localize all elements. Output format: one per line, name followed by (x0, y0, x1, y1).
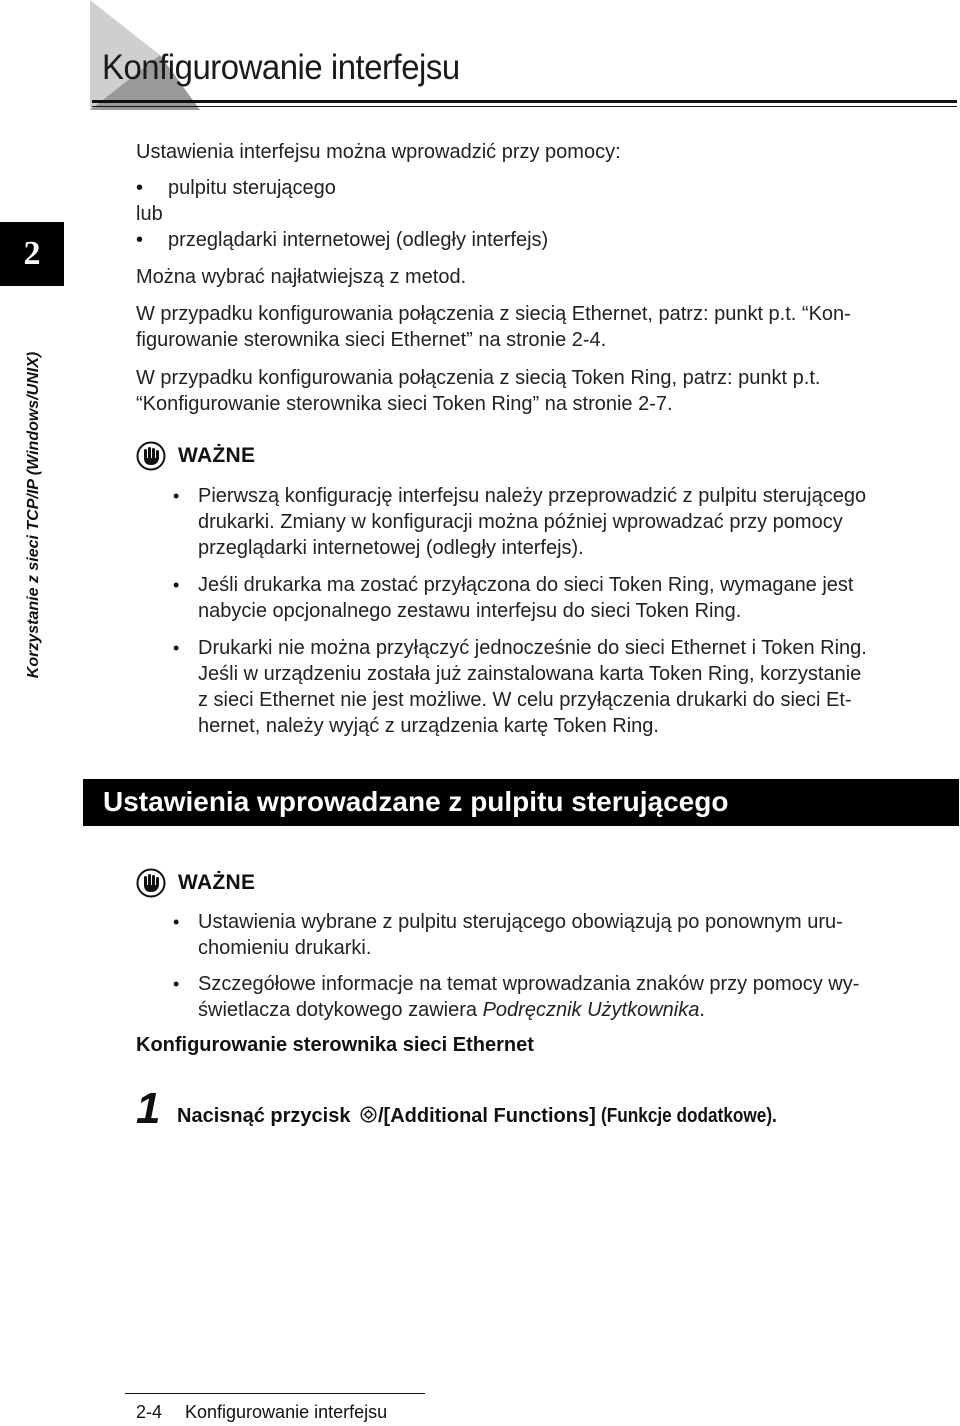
hand-stop-icon (136, 868, 166, 898)
footer-rule (125, 1393, 425, 1394)
user-manual-title: Podręcznik Użytkownika (482, 999, 700, 1021)
chapter-title-vertical: Korzystanie z sieci TCP/IP (Windows/UNIX) (25, 351, 42, 679)
important-notice-header (136, 866, 255, 900)
important-2-item-2-text: świetlacza dotykowego zawiera (198, 999, 483, 1021)
chapter-number-tab: 2 (0, 222, 64, 286)
subsection-title: Konfigurowanie sterownika sieci Ethernet (136, 1034, 534, 1056)
important-1-item-2-line-2: nabycie opcjonalnego zestawu interfejsu do sieci Token Ring. (198, 600, 742, 622)
bullet-dot-icon: • (136, 229, 144, 251)
important-1-item-2-line-1: Jeśli drukarka ma zostać przyłączona do sieci Token Ring, wymagane jest (198, 574, 854, 596)
hand-stop-icon (136, 441, 166, 471)
token-ref-line-2: “Konfigurowanie sterownika sieci Token Ring” na stronie 2-7. (136, 393, 673, 415)
bullet-dot-icon: • (173, 575, 180, 595)
step-1-instruction (177, 1103, 806, 1129)
intro-option-2: przeglądarki internetowej (odległy interfejs) (168, 229, 549, 251)
page-title: Konfigurowanie interfejsu (102, 48, 460, 87)
intro-or: lub (136, 203, 163, 225)
bullet-dot-icon: • (173, 912, 180, 932)
important-1-item-3-line-3: z sieci Ethernet nie jest możliwe. W celu przyłączenia drukarki do sieci Et- (198, 689, 852, 711)
important-label: WAŻNE (178, 444, 256, 467)
step-number: 1 (136, 1084, 161, 1133)
important-2-item-1-line-1: Ustawienia wybrane z pulpitu sterującego obowiązują po ponownym uru- (198, 911, 843, 933)
important-2-item-1-line-2: chomieniu drukarki. (198, 937, 372, 959)
additional-functions-icon (360, 1106, 377, 1123)
important-2-item-2-line-1: Szczegółowe informacje na temat wprowadzania znaków przy pomocy wy- (198, 973, 860, 995)
intro-lead: Ustawienia interfejsu można wprowadzić przy pomocy: (136, 141, 621, 163)
important-1-item-1-line-2: drukarki. Zmiany w konfiguracji można później wprowadzać przy pomocy (198, 511, 843, 533)
important-1-item-1-line-3: przeglądarki internetowej (odległy interfejs). (198, 537, 584, 559)
ethernet-ref-line-1: W przypadku konfigurowania połączenia z siecią Ethernet, patrz: punkt p.t. “Kon- (136, 303, 851, 325)
important-1-item-3-line-1: Drukarki nie można przyłączyć jednocześnie do sieci Ethernet i Token Ring. (198, 637, 867, 659)
section-title: Ustawienia wprowadzane z pulpitu sterującego (103, 786, 729, 817)
token-ref-line-1: W przypadku konfigurowania połączenia z siecią Token Ring, patrz: punkt p.t. (136, 367, 821, 389)
title-rule-thin (92, 106, 957, 107)
footer-title: Konfigurowanie interfejsu (185, 1402, 388, 1422)
bullet-dot-icon: • (173, 638, 180, 658)
footer-page-number: 2-4 (136, 1402, 163, 1422)
important-2-item-2-line-2 (198, 997, 705, 1023)
title-rule (92, 100, 957, 103)
ethernet-ref-line-2: figurowanie sterownika sieci Ethernet” na stronie 2-4. (136, 329, 607, 351)
important-label: WAŻNE (178, 871, 256, 894)
step-1-translation: (Funkcje dodatkowe). (601, 1105, 778, 1127)
step-1-button-name: /[Additional Functions] (378, 1105, 602, 1127)
step-1-text: Nacisnąć przycisk (177, 1105, 356, 1127)
important-2-item-2-period: . (699, 999, 705, 1021)
bullet-dot-icon: • (173, 486, 180, 506)
bullet-dot-icon: • (173, 974, 180, 994)
section-header-bar (83, 779, 959, 826)
important-1-item-3-line-2: Jeśli w urządzeniu została już zainstalowana karta Token Ring, korzystanie (198, 663, 862, 685)
bullet-dot-icon: • (136, 177, 144, 199)
important-1-item-3-line-4: hernet, należy wyjąć z urządzenia kartę Token Ring. (198, 715, 659, 737)
important-1-item-1-line-1: Pierwszą konfigurację interfejsu należy przeprowadzić z pulpitu sterującego (198, 485, 867, 507)
intro-choose: Można wybrać najłatwiejszą z metod. (136, 266, 467, 288)
important-notice-header (136, 439, 255, 473)
intro-option-1: pulpitu sterującego (168, 177, 336, 199)
